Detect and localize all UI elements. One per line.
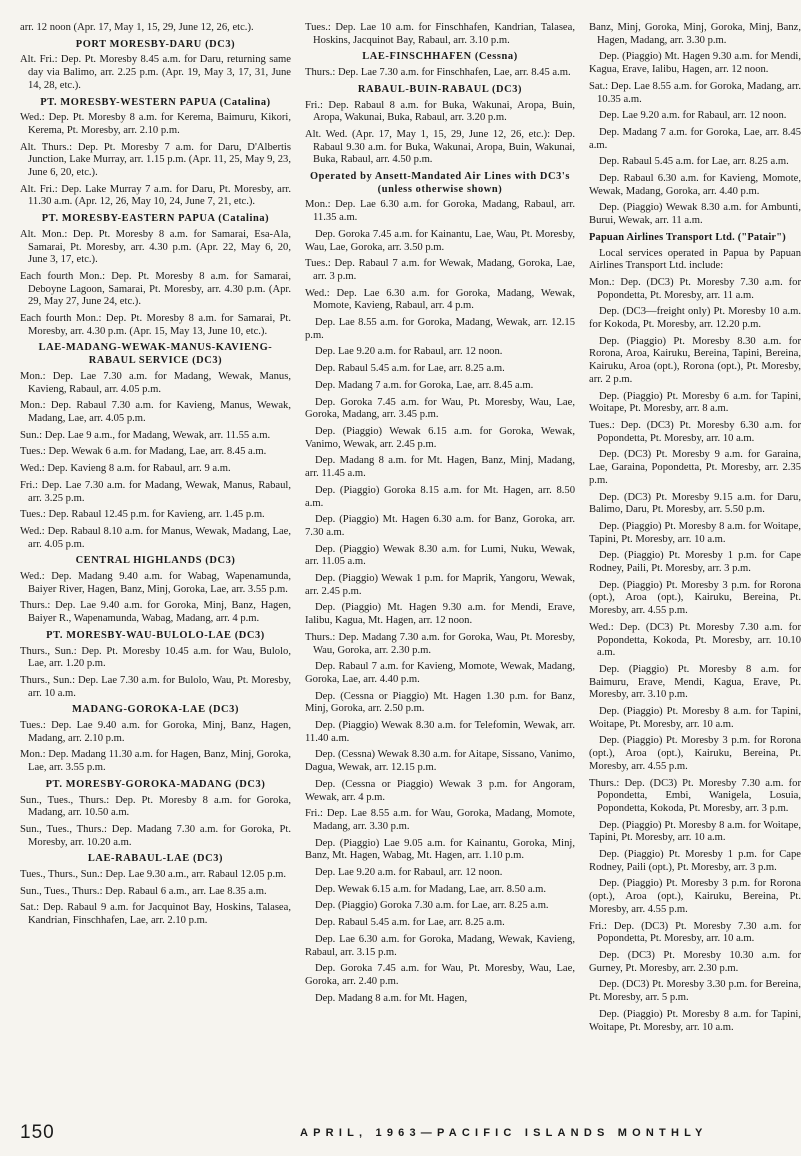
- section-heading: RABAUL-BUIN-RABAUL (DC3): [357, 83, 523, 95]
- schedule-entry: Dep. (Piaggio) Mt. Hagen 9.30 a.m. for Mendi, Kagua, Erave, Ialibu, Hagen, arr. 12 noon.: [589, 51, 801, 76]
- schedule-entry: Dep. (Piaggio) Pt. Moresby 8 a.m. for Woitape, Tapini, Pt. Moresby, arr. 10 a.m.: [589, 520, 801, 545]
- schedule-entry: Tues.: Dep. (DC3) Pt. Moresby 6.30 a.m. for Popondetta, Pt. Moresby, arr. 10 a.m.: [589, 419, 801, 444]
- schedule-entry: Dep. Madang 8 a.m. for Mt. Hagen, Banz, Minj, Madang, arr. 11.45 a.m.: [305, 455, 575, 480]
- section-heading: PORT MORESBY-DARU (DC3): [75, 38, 236, 50]
- schedule-entry: Dep. Madang 7 a.m. for Goroka, Lae, arr. 8.45 a.m.: [589, 126, 801, 151]
- schedule-entry: Mon.: Dep. (DC3) Pt. Moresby 7.30 a.m. for Popondetta, Pt. Moresby, arr. 11 a.m.: [589, 276, 801, 301]
- schedule-entry: Dep. Lae 9.20 a.m. for Rabaul, arr. 12 noon.: [315, 346, 503, 358]
- schedule-entry: Thurs., Sun.: Dep. Lae 7.30 a.m. for Bulolo, Wau, Pt. Moresby, arr. 10 a.m.: [20, 674, 291, 699]
- schedule-entry: Dep. (Piaggio) Wewak 6.15 a.m. for Goroka, Wewak, Vanimo, Wewak, arr. 2.45 p.m.: [305, 425, 575, 450]
- schedule-entry: Dep. Madang 7 a.m. for Goroka, Lae, arr. 8.45 a.m.: [315, 379, 534, 391]
- schedule-entry: Dep. Rabaul 7 a.m. for Kavieng, Momote, Wewak, Madang, Goroka, Lae, arr. 4.40 p.m.: [305, 661, 575, 685]
- schedule-entry: Sun.: Dep. Lae 9 a.m., for Madang, Wewak, arr. 11.55 a.m.: [20, 429, 271, 441]
- schedule-entry: Tues.: Dep. Rabaul 7 a.m. for Wewak, Madang, Goroka, Lae, arr. 3 p.m.: [305, 258, 575, 282]
- schedule-entry: Dep. Rabaul 5.45 a.m. for Lae, arr. 8.25 a.m.: [315, 363, 505, 375]
- schedule-entry: Dep. Goroka 7.45 a.m. for Wau, Pt. Moresby, Wau, Lae, Goroka, arr. 2.40 p.m.: [305, 963, 575, 987]
- schedule-entry: Dep. Goroka 7.45 a.m. for Wau, Pt. Moresby, Wau, Lae, Goroka, Madang, arr. 3.45 p.m.: [305, 396, 575, 421]
- schedule-entry: Tues.: Dep. Lae 9.40 a.m. for Goroka, Minj, Banz, Hagen, Madang, arr. 2.10 p.m.: [20, 720, 291, 744]
- schedule-entry: Dep. (Piaggio) Mt. Hagen 6.30 a.m. for Banz, Goroka, arr. 7.30 a.m.: [305, 514, 575, 538]
- schedule-entry: Dep. (Piaggio) Lae 9.05 a.m. for Kainantu, Goroka, Minj, Banz, Mt. Hagen, Wabag, Mt. Hagen, arr. 1.10 p.m.: [305, 837, 575, 862]
- page-footer: [0, 1112, 801, 1152]
- schedule-entry: Mon.: Dep. Lae 6.30 a.m. for Goroka, Madang, Rabaul, arr. 11.35 a.m.: [305, 199, 575, 224]
- schedule-entry: Mon.: Dep. Rabaul 7.30 a.m. for Kavieng, Manus, Wewak, Madang, Lae, arr. 4.05 p.m.: [20, 400, 291, 424]
- schedule-entry: Tues.: Dep. Wewak 6 a.m. for Madang, Lae, arr. 8.45 a.m.: [20, 446, 267, 458]
- schedule-entry: Dep. Rabaul 5.45 a.m. for Lae, arr. 8.25 a.m.: [599, 156, 789, 168]
- schedule-entry: Dep. (Piaggio) Pt. Moresby 1 p.m. for Cape Rodney, Paili (opt.), Pt. Moresby, arr. 3 p.m.: [589, 849, 801, 873]
- schedule-entry: Dep. (Piaggio) Goroka 8.15 a.m. for Mt. Hagen, arr. 8.50 a.m.: [305, 484, 575, 509]
- schedule-entry: Fri.: Dep. Lae 7.30 a.m. for Madang, Wewak, Manus, Rabaul, arr. 3.25 p.m.: [20, 479, 291, 504]
- schedule-entry: Wed.: Dep. (DC3) Pt. Moresby 7.30 a.m. for Popondetta, Kokoda, Pt. Moresby, arr. 10.10 a.m.: [589, 621, 801, 659]
- schedule-entry: Fri.: Dep. (DC3) Pt. Moresby 7.30 a.m. for Popondetta, Pt. Moresby, arr. 10 a.m.: [589, 920, 801, 945]
- schedule-entry: Dep. (Piaggio) Pt. Moresby 8.30 a.m. for Rorona, Aroa, Kairuku, Bereina, Tapini, Bereina, Kairuku, Aroa (opt.), Rorona (opt.), Pt. Moresby, arr. 2 p.m.: [589, 335, 801, 385]
- schedule-entry: Sun., Tues., Thurs.: Dep. Pt. Moresby 8 a.m. for Goroka, Madang, arr. 10.50 a.m.: [20, 794, 291, 819]
- schedule-entry: Dep. (Cessna or Piaggio) Mt. Hagen 1.30 p.m. for Banz, Minj, Goroka, arr. 2.50 p.m.: [305, 690, 575, 715]
- schedule-entry: Wed.: Dep. Pt. Moresby 8 a.m. for Kerema, Baimuru, Kikori, Kerema, Pt. Moresby, arr. 2.10 p.m.: [20, 112, 291, 136]
- schedule-entry: Dep. (Piaggio) Pt. Moresby 8 a.m. for Baimuru, Erave, Mendi, Kagua, Erave, Pt. Moresby, arr. 3.10 p.m.: [589, 663, 801, 701]
- schedule-entry: Dep. (Piaggio) Wewak 1 p.m. for Maprik, Yangoru, Wewak, arr. 2.45 p.m.: [305, 573, 575, 597]
- schedule-entry: Thurs.: Dep. Lae 7.30 a.m. for Finschhafen, Lae, arr. 8.45 a.m.: [305, 67, 571, 79]
- schedule-entry: Alt. Fri.: Dep. Pt. Moresby 8.45 a.m. for Daru, returning same day via Balimo, arr. 2.25 p.m. (Apr. 19, May 3, 17, 31, June 14, 28, etc.).: [20, 54, 291, 91]
- section-heading: Papuan Airlines Transport Ltd. ("Patair"): [589, 231, 786, 243]
- schedule-entry: Dep. (DC3) Pt. Moresby 3.30 p.m. for Bereina, Pt. Moresby, arr. 5 p.m.: [589, 979, 801, 1004]
- section-heading: PT. MORESBY-GOROKA-MADANG (DC3): [45, 778, 266, 790]
- schedule-entry: Dep. (Cessna) Wewak 8.30 a.m. for Aitape, Sissano, Vanimo, Dagua, Wewak, arr. 12.15 p.m.: [305, 749, 575, 774]
- schedule-entry: Dep. Lae 9.20 a.m. for Rabaul, arr. 12 noon.: [315, 867, 503, 879]
- schedule-entry: Thurs.: Dep. Madang 7.30 a.m. for Goroka, Wau, Pt. Moresby, Wau, Goroka, arr. 2.30 p.m.: [305, 631, 575, 656]
- schedule-entry: Alt. Mon.: Dep. Pt. Moresby 8 a.m. for Samarai, Esa-Ala, Samarai, Pt. Moresby, arr. 4.30 p.m. (Apr. 22, May 6, 20, June 3, 17, etc.).: [20, 228, 291, 266]
- schedule-entry: Tues.: Dep. Lae 10 a.m. for Finschhafen, Kandrian, Talasea, Hoskins, Jacquinot Bay, Rabaul, arr. 3.10 p.m.: [305, 22, 575, 46]
- schedule-entry: Sat.: Dep. Lae 8.55 a.m. for Goroka, Madang, arr. 10.35 a.m.: [589, 80, 801, 105]
- schedule-entry: Wed.: Dep. Lae 6.30 a.m. for Goroka, Madang, Wewak, Momote, Kavieng, Rabaul, arr. 4 p.m.: [305, 287, 575, 312]
- section-heading: PT. MORESBY-EASTERN PAPUA (Catalina): [41, 213, 270, 225]
- section-heading: LAE-FINSCHHAFEN (Cessna): [362, 51, 518, 63]
- running-title: APRIL, 1963—PACIFIC ISLANDS MONTHLY: [300, 1127, 708, 1139]
- schedule-entry: Dep. Lae 8.55 a.m. for Goroka, Madang, Wewak, arr. 12.15 p.m.: [305, 317, 575, 341]
- section-heading: LAE-RABAUL-LAE (DC3): [87, 853, 224, 865]
- schedule-entry: Dep. (Piaggio) Pt. Moresby 8 a.m. for Tapini, Woitape, Pt. Moresby, arr. 10 a.m.: [589, 1008, 801, 1033]
- schedule-entry: Mon.: Dep. Lae 7.30 a.m. for Madang, Wewak, Manus, Kavieng, Rabaul, arr. 4.05 p.m.: [20, 370, 291, 395]
- schedule-entry: arr. 12 noon (Apr. 17, May 1, 15, 29, June 12, 26, etc.).: [20, 22, 254, 33]
- schedule-entry: Fri.: Dep. Rabaul 8 a.m. for Buka, Wakunai, Aropa, Buin, Aropa, Wakunai, Buka, Rabaul, arr. 3.20 p.m.: [305, 99, 575, 124]
- schedule-entry: Dep. Rabaul 6.30 a.m. for Kavieng, Momote, Wewak, Madang, Goroka, arr. 4.40 p.m.: [589, 173, 801, 197]
- schedule-entry: Dep. Wewak 6.15 a.m. for Madang, Lae, arr. 8.50 a.m.: [315, 883, 547, 895]
- schedule-entry: Dep. Rabaul 5.45 a.m. for Lae, arr. 8.25 a.m.: [315, 917, 505, 929]
- schedule-entry: Dep. (Piaggio) Pt. Moresby 8 a.m. for Tapini, Woitape, Pt. Moresby, arr. 10 a.m.: [589, 706, 801, 730]
- schedule-entry: Dep. (Piaggio) Wewak 8.30 a.m. for Lumi, Nuku, Wewak, arr. 11.05 a.m.: [305, 543, 575, 568]
- schedule-entry: Dep. (DC3) Pt. Moresby 9.15 a.m. for Daru, Balimo, Daru, Pt. Moresby, arr. 5.50 p.m.: [589, 491, 801, 516]
- section-heading: Operated by Ansett-Mandated Air Lines with DC3's (unless otherwise shown): [309, 171, 571, 195]
- schedule-entry: Dep. (Piaggio) Pt. Moresby 6 a.m. for Tapini, Woitape, Pt. Moresby, arr. 8 a.m.: [589, 390, 801, 415]
- schedule-entry: Dep. (DC3—freight only) Pt. Moresby 10 a.m. for Kokoda, Pt. Moresby, arr. 12.20 p.m.: [589, 306, 801, 331]
- section-heading: LAE-MADANG-WEWAK-MANUS-KAVIENG-RABAUL SERVICE (DC3): [38, 342, 273, 367]
- page-number: 150: [20, 1122, 55, 1143]
- section-heading: CENTRAL HIGHLANDS (DC3): [75, 555, 236, 567]
- schedule-entry: Dep. (Piaggio) Wewak 8.30 a.m. for Telefomin, Wewak, arr. 11.40 a.m.: [305, 720, 575, 744]
- schedule-entry: Fri.: Dep. Lae 8.55 a.m. for Wau, Goroka, Madang, Momote, Madang, arr. 3.30 p.m.: [305, 808, 575, 832]
- schedule-entry: Alt. Fri.: Dep. Lake Murray 7 a.m. for Daru, Pt. Moresby, arr. 11.30 a.m. (Apr. 12, 26, May 10, 24, June 7, 21, etc.).: [20, 183, 291, 208]
- schedule-entry: Sat.: Dep. Rabaul 9 a.m. for Jacquinot Bay, Hoskins, Talasea, Kandrian, Finschhafen, Lae, arr. 2.10 p.m.: [20, 902, 291, 927]
- schedule-entry: Local services operated in Papua by Papuan Airlines Transport Ltd. include:: [589, 247, 801, 272]
- schedule-entry: Tues., Thurs., Sun.: Dep. Lae 9.30 a.m., arr. Rabaul 12.05 p.m.: [20, 869, 286, 881]
- schedule-entry: Dep. Lae 6.30 a.m. for Goroka, Madang, Wewak, Kavieng, Rabaul, arr. 3.15 p.m.: [305, 933, 575, 958]
- schedule-entry: Dep. Madang 8 a.m. for Mt. Hagen,: [315, 992, 468, 1004]
- schedule-entry: Wed.: Dep. Rabaul 8.10 a.m. for Manus, Wewak, Madang, Lae, arr. 4.05 p.m.: [20, 525, 291, 550]
- schedule-entry: Dep. (Piaggio) Pt. Moresby 3 p.m. for Rorona (opt.), Aroa (opt.), Kairuku, Bereina, Pt. Moresby, arr. 4.55 p.m.: [589, 579, 801, 617]
- schedule-entry: Sun., Tues., Thurs.: Dep. Madang 7.30 a.m. for Goroka, Pt. Moresby, arr. 10.20 a.m.: [20, 823, 291, 848]
- schedule-entry: Thurs.: Dep. Lae 9.40 a.m. for Goroka, Minj, Banz, Hagen, Baiyer R., Wapenamunda, Wabag, Madang, arr. 4 p.m.: [20, 600, 291, 625]
- schedule-entry: Dep. Lae 9.20 a.m. for Rabaul, arr. 12 noon.: [599, 110, 787, 122]
- section-heading: PT. MORESBY-WAU-BULOLO-LAE (DC3): [46, 629, 265, 641]
- schedule-entry: Dep. (DC3) Pt. Moresby 9 a.m. for Garaina, Lae, Garaina, Popondetta, Pt. Moresby, arr. 2.35 p.m.: [589, 449, 801, 486]
- schedule-entry: Thurs., Sun.: Dep. Pt. Moresby 10.45 a.m. for Wau, Bulolo, Lae, arr. 1.20 p.m.: [20, 645, 291, 670]
- schedule-entry: Each fourth Mon.: Dep. Pt. Moresby 8 a.m. for Samarai, Deboyne Lagoon, Samarai, Pt. Moresby, arr. 4.30 p.m. (Apr. 29, May 27, June 24, etc.).: [20, 270, 291, 308]
- schedule-entry: Alt. Wed. (Apr. 17, May 1, 15, 29, June 12, 26, etc.): Dep. Rabaul 9.30 a.m. for Buka, Wakunai, Aropa, Buin, Wakunai, Buka, Rabaul, arr. 4.50 p.m.: [305, 128, 575, 166]
- schedule-entry: Dep. Goroka 7.45 a.m. for Kainantu, Lae, Wau, Pt. Moresby, Wau, Lae, Goroka, arr. 3.50 p.m.: [305, 228, 575, 253]
- schedule-entry: Dep. (Piaggio) Pt. Moresby 1 p.m. for Cape Rodney, Paili, Pt. Moresby, arr. 3 p.m.: [589, 550, 801, 575]
- schedule-entry: Each fourth Mon.: Dep. Pt. Moresby 8 a.m. for Samarai, Pt. Moresby, arr. 4.30 p.m. (Apr. 15, May 13, June 10, etc.).: [20, 313, 291, 337]
- schedule-entry: Alt. Thurs.: Dep. Pt. Moresby 7 a.m. for Daru, D'Albertis Junction, Lake Murray, arr. 1.15 p.m. (Apr. 11, 25, May 9, 23, June 6, 20, etc.).: [20, 141, 291, 179]
- section-heading: PT. MORESBY-WESTERN PAPUA (Catalina): [40, 96, 271, 108]
- schedule-entry: Dep. (Piaggio) Pt. Moresby 3 p.m. for Rorona (opt.), Aroa (opt.), Kairuku, Bereina, Pt. Moresby, arr. 4.55 p.m.: [589, 878, 801, 915]
- schedule-entry: Dep. (Piaggio) Pt. Moresby 8 a.m. for Woitape, Tapini, Pt. Moresby, arr. 10 a.m.: [589, 819, 801, 844]
- schedule-entry: Tues.: Dep. Rabaul 12.45 p.m. for Kavieng, arr. 1.45 p.m.: [20, 509, 265, 521]
- schedule-entry: Dep. (Piaggio) Wewak 8.30 a.m. for Ambunti, Burui, Wewak, arr. 11 a.m.: [589, 202, 801, 227]
- schedule-entry: Sun., Tues., Thurs.: Dep. Rabaul 6 a.m., arr. Lae 8.35 a.m.: [20, 885, 267, 897]
- schedule-entry: Dep. (Piaggio) Goroka 7.30 a.m. for Lae, arr. 8.25 a.m.: [315, 900, 549, 912]
- schedule-entry: Dep. (Piaggio) Pt. Moresby 3 p.m. for Rorona (opt.), Aroa (opt.), Kairuku, Bereina, Pt. Moresby, arr. 4.55 p.m.: [589, 735, 801, 772]
- column-right: [589, 22, 801, 1150]
- schedule-entry: Thurs.: Dep. (DC3) Pt. Moresby 7.30 a.m. for Popondetta, Embi, Wanigela, Losuia, Popondetta, Kokoda, Pt. Moresby, arr. 3 p.m.: [589, 777, 801, 814]
- section-heading: MADANG-GOROKA-LAE (DC3): [71, 704, 240, 716]
- schedule-entry: Wed.: Dep. Kavieng 8 a.m. for Rabaul, arr. 9 a.m.: [20, 463, 231, 475]
- schedule-entry: Dep. (DC3) Pt. Moresby 10.30 a.m. for Gurney, Pt. Moresby, arr. 2.30 p.m.: [589, 950, 801, 974]
- column-left: [20, 22, 291, 1150]
- schedule-entry: Dep. (Cessna or Piaggio) Wewak 3 p.m. for Angoram, Wewak, arr. 4 p.m.: [305, 778, 575, 803]
- schedule-entry: Dep. (Piaggio) Mt. Hagen 9.30 a.m. for Mendi, Erave, Ialibu, Kagua, Mt. Hagen, arr. 12 noon.: [305, 602, 575, 627]
- column-middle: [305, 22, 575, 1150]
- schedule-entry: Mon.: Dep. Madang 11.30 a.m. for Hagen, Banz, Minj, Goroka, Lae, arr. 3.55 p.m.: [20, 749, 291, 774]
- schedule-entry: Wed.: Dep. Madang 9.40 a.m. for Wabag, Wapenamunda, Baiyer River, Hagen, Banz, Minj, Goroka, Lae, arr. 3.55 p.m.: [20, 571, 291, 595]
- schedule-entry: Banz, Minj, Goroka, Minj, Goroka, Minj, Banz, Hagen, Madang, arr. 3.30 p.m.: [589, 22, 801, 46]
